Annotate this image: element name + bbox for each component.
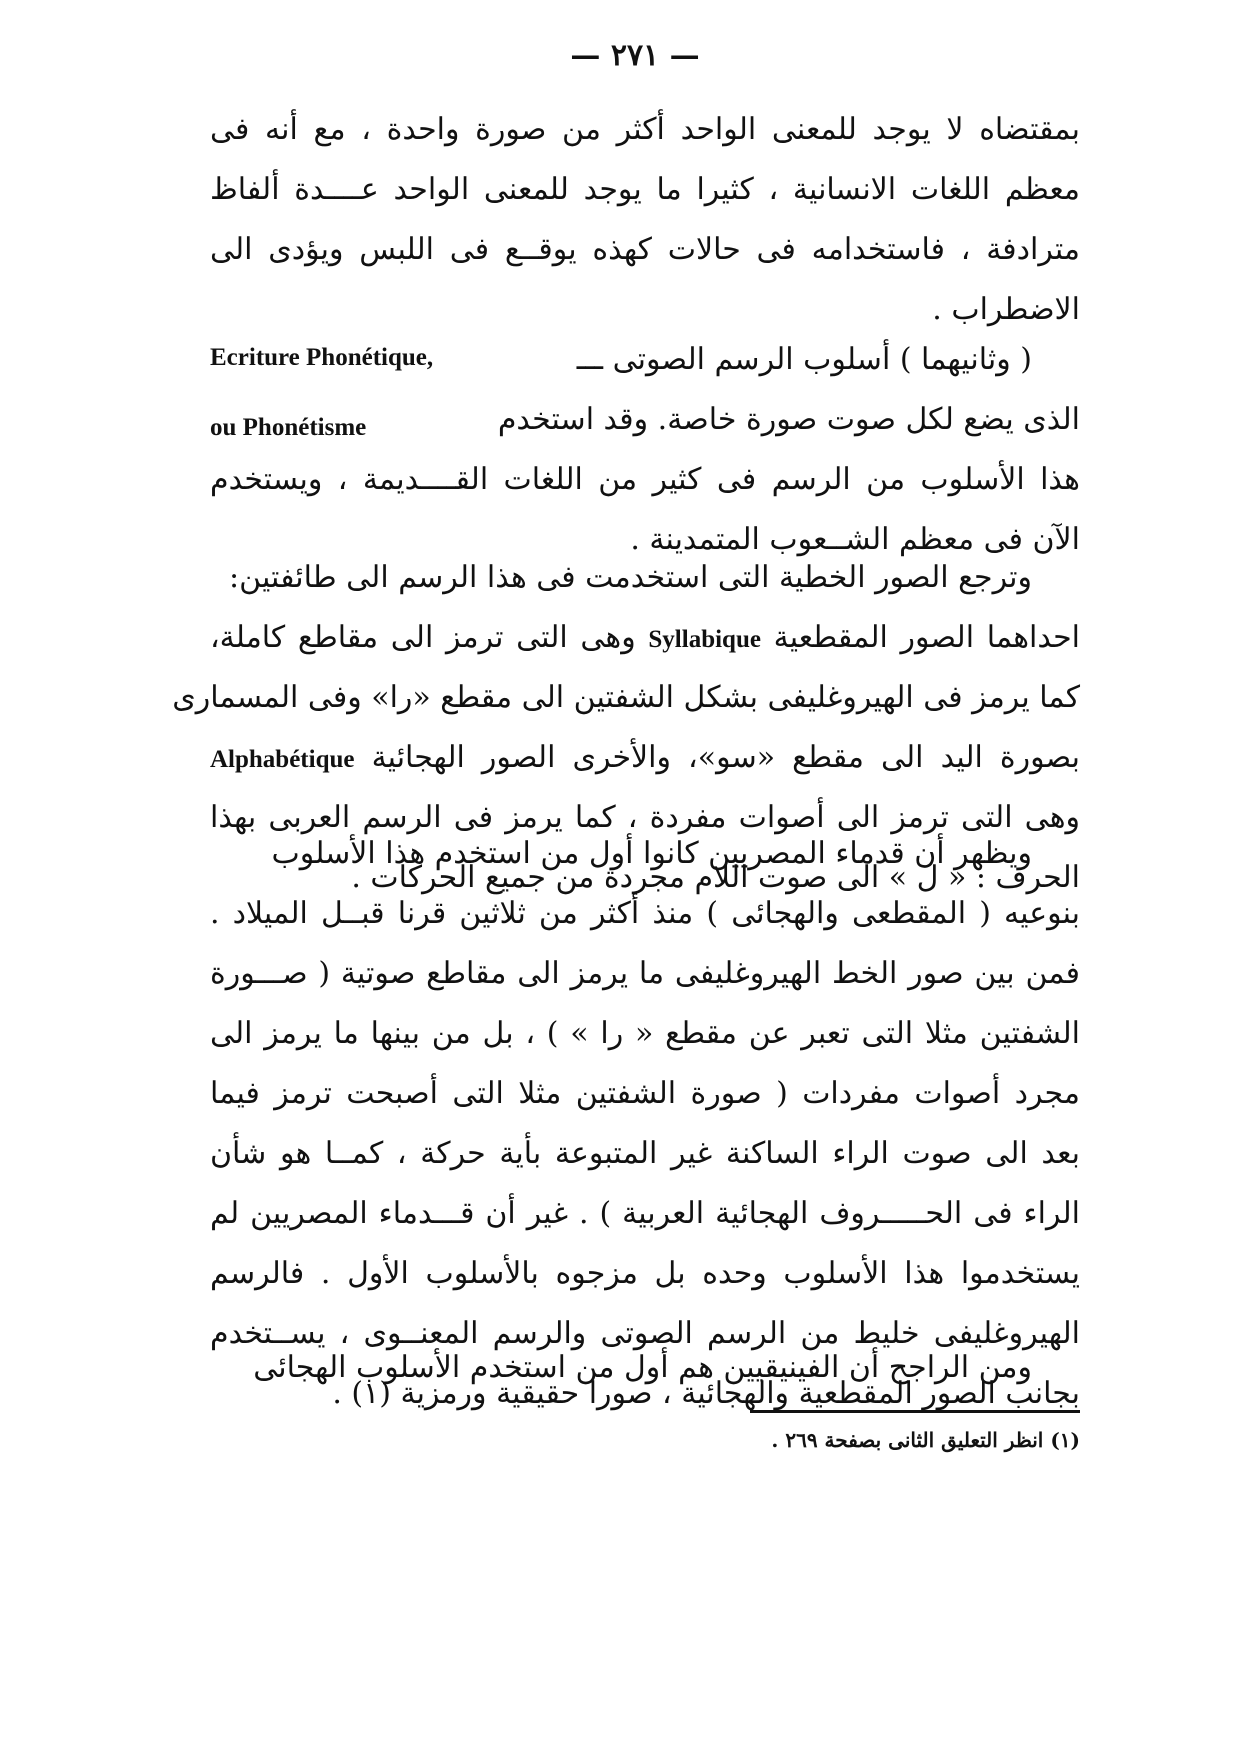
text-segment: احداهما الصور المقطعية [773,620,1080,655]
paragraph-5 [210,1338,1080,1398]
latin-term: ou Phonétisme [210,414,367,441]
text-segment: الذى يضع لكل صوت صورة خاصة. وقد استخدم [497,402,1080,437]
text-line: الاضطراب . [932,292,1080,327]
text-segment: ( وثانيهما ) أسلوب الرسم الصوتى ـــ [576,342,1032,377]
text-line [210,728,1080,788]
text-line: هذا الأسلوب من الرسم فى كثير من اللغات القــــديمة ، ويستخدم [210,462,1080,497]
text-line: يستخدموا هذا الأسلوب وحده بل مزجوه بالأسلوب الأول . فالرسم [210,1256,1080,1291]
text-line: كما يرمز فى الهيروغليفى بشكل الشفتين الى مقطع «را» وفى المسمارى [172,680,1080,715]
latin-term: Ecriture Phonétique, [210,344,434,371]
paragraph-2 [210,330,1080,570]
latin-term: Alphabétique [210,746,355,773]
footnote-divider [750,1410,1080,1413]
footnote: (١) انظر التعليق الثانى بصفحة ٢٦٩ . [771,1428,1080,1452]
text-segment: بصورة اليد الى مقطع «سو»، والأخرى الصور الهجائية [371,740,1080,775]
text-line [210,608,1080,668]
text-line: بنوعيه ( المقطعى والهجائى ) منذ أكثر من ثلاثين قرنا قبــل الميلاد . [210,896,1080,931]
text-line: وترجع الصور الخطية التى استخدمت فى هذا الرسم الى طائفتين: [229,560,1032,595]
paragraph-1 [210,100,1080,340]
page-number: — ٢٧١ — [570,38,700,73]
text-line: الحرف : « ل » الى صوت اللام مجردة من جميع الحركات . [351,860,1080,895]
text-line: ومن الراجح أن الفينيقيين هم أول من استخدم الأسلوب الهجائى [253,1350,1032,1385]
text-line: الآن فى معظم الشــعوب المتمدينة . [630,522,1080,557]
text-line [210,390,1080,450]
text-line: الهيروغليفى خليط من الرسم الصوتى والرسم المعنــوى ، يســتخدم [210,1316,1080,1351]
text-line: ويظهر أن قدماء المصريين كانوا أول من استخدم هذا الأسلوب [271,836,1032,871]
text-line: بمقتضاه لا يوجد للمعنى الواحد أكثر من صورة واحدة ، مع أنه فى [210,112,1080,147]
text-line: بعد الى صوت الراء الساكنة غير المتبوعة بأية حركة ، كمــا هو شأن [210,1136,1080,1171]
paragraph-4 [210,824,1080,1424]
text-line: فمن بين صور الخط الهيروغليفى ما يرمز الى مقاطع صوتية ( صـــورة [210,956,1080,991]
text-line: مترادفة ، فاستخدامه فى حالات كهذه يوقــع فى اللبس ويؤدى الى [210,232,1080,267]
text-line: الشفتين مثلا التى تعبر عن مقطع « را » ) ، بل من بينها ما يرمز الى [210,1016,1080,1051]
text-line: معظم اللغات الانسانية ، كثيرا ما يوجد للمعنى الواحد عــــدة ألفاظ [210,172,1080,207]
latin-term: Syllabique [648,626,761,653]
text-line: الراء فى الحـــــروف الهجائية العربية ) . غير أن قـــدماء المصريين لم [210,1196,1080,1231]
text-segment: وهى التى ترمز الى مقاطع كاملة، [210,620,636,655]
text-line: بجانب الصور المقطعية والهجائية ، صورا حقيقية ورمزية (١) . [332,1376,1080,1411]
text-line: وهى التى ترمز الى أصوات مفردة ، كما يرمز فى الرسم العربى بهذا [210,800,1080,835]
text-line [210,330,1080,390]
text-line: مجرد أصوات مفردات ( صورة الشفتين مثلا التى أصبحت ترمز فيما [210,1076,1080,1111]
